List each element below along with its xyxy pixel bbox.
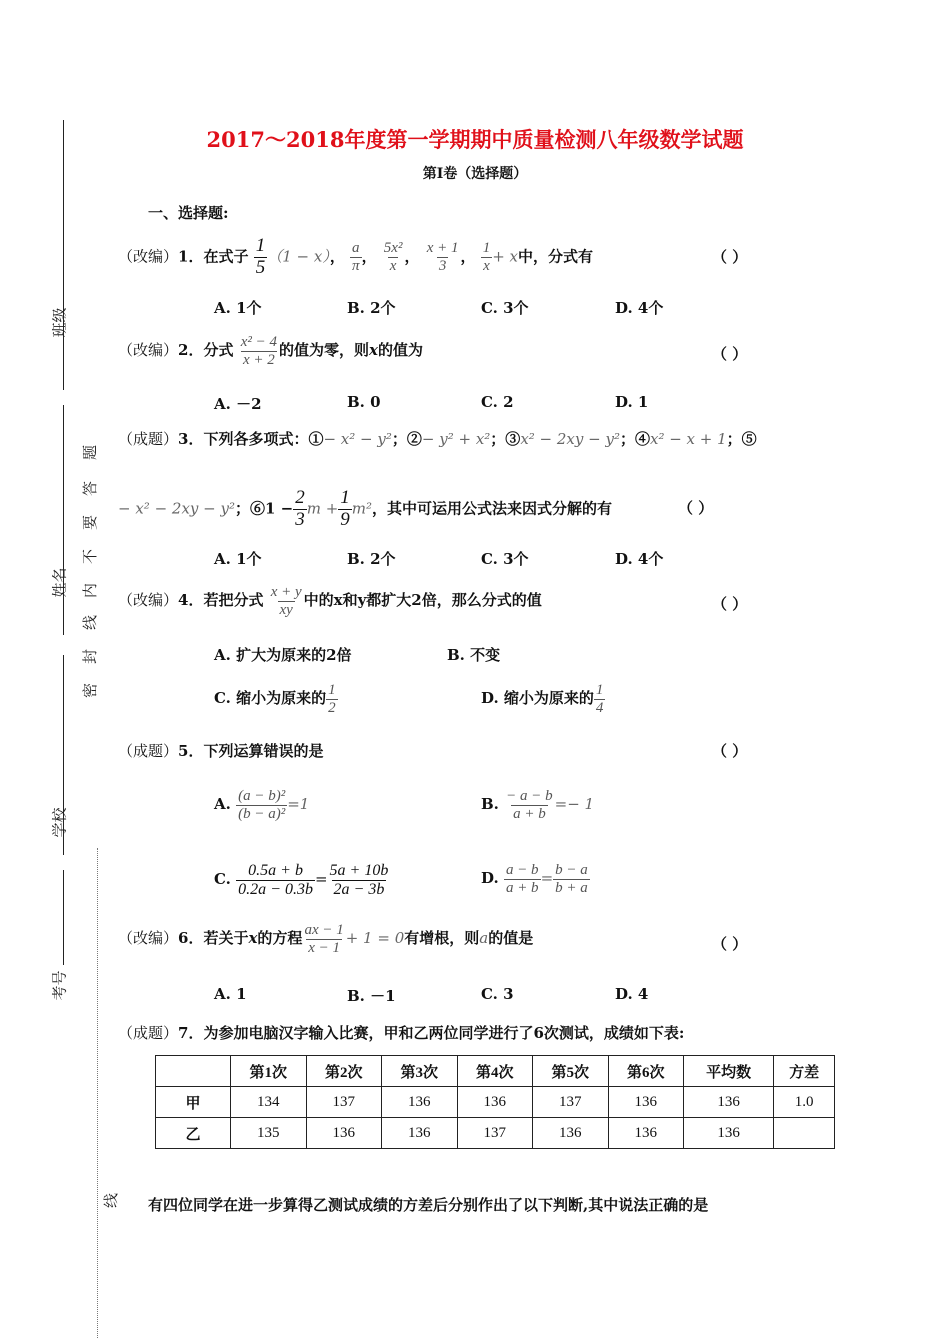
exam-no-label: 考号 [50, 970, 69, 1001]
table-header-cell: 第6次 [608, 1056, 684, 1087]
fraction: $\frac{1}{9}$ [340, 487, 350, 530]
fraction: $\frac{\text{(a − b)²}}{\text{(b − a)²}}$ [238, 788, 286, 822]
answer-bracket: （ ） [712, 935, 748, 953]
seal-char: 线 [81, 614, 100, 631]
fraction: $\frac{\text{5x²}}{x}$ [383, 240, 403, 274]
polynomial-3: x² − 2xy − y² [520, 430, 620, 448]
option-a: A. $\frac{\text{(a − b)²}}{\text{(b − a)²}}$ =1 [214, 788, 310, 822]
question-tail: 中的x和y都扩大2倍，那么分式的值 [303, 591, 542, 609]
section-heading: 一、选择题: [148, 204, 229, 222]
question-text: 下列运算错误的是 [203, 742, 324, 760]
option-d: D. 4个 [615, 299, 664, 317]
question-tag: （成题） [118, 430, 179, 448]
option-b: B. $\frac{- a - b}{a + b}$ =− 1 [481, 788, 595, 822]
table-cell: 135 [231, 1118, 307, 1149]
table-header-cell: 第1次 [231, 1056, 307, 1087]
question-3 [118, 428, 757, 449]
option-a: A. 1 [214, 985, 247, 1003]
question-number: 4． [178, 591, 204, 609]
table-header-cell: 第2次 [306, 1056, 382, 1087]
question-number: 6． [178, 929, 204, 947]
table-row-header: 乙 [156, 1118, 231, 1149]
fraction: $\frac{\text{x² − 4}}{x + 2}$ [240, 334, 277, 368]
expression: + 1 = 0 [345, 929, 405, 947]
question-tag: （改编） [118, 591, 179, 609]
table-header-cell: 第5次 [533, 1056, 609, 1087]
fraction: $\frac{1}{2}$ [328, 682, 336, 716]
question-number: 1． [178, 247, 204, 266]
polynomial-1: − x² − y² [323, 430, 392, 448]
class-label: 班级 [50, 307, 69, 338]
margin-line-mid [63, 405, 64, 635]
table-cell: 136 [382, 1118, 458, 1149]
table-header-cell: 平均数 [684, 1056, 774, 1087]
question-7-followup: 有四位同学在进一步算得乙测试成绩的方差后分别作出了以下判断,其中说法正确的是 [148, 1196, 709, 1214]
separator: ；③ [490, 430, 521, 448]
fraction: $\frac{- a - b}{a + b}$ [506, 788, 553, 822]
question-lead: 分式 [203, 341, 234, 359]
table-cell: 137 [306, 1087, 382, 1118]
question-lead: 若把分式 [203, 591, 264, 609]
option-d: D. 1 [615, 393, 649, 411]
question-tag: （改编） [118, 247, 179, 266]
option-a: A. －2 [214, 395, 262, 413]
question-4 [118, 584, 542, 618]
name-label: 姓名 [50, 567, 69, 598]
question-text: 为参加电脑汉字输入比赛，甲和乙两位同学进行了6次测试，成绩如下表: [203, 1024, 685, 1042]
table-header-cell [156, 1056, 231, 1087]
fraction: $\frac{b - a}{b + a}$ [555, 862, 588, 896]
option-b: B. 2个 [347, 550, 396, 568]
table-row [156, 1118, 835, 1149]
fraction: $\frac{x + y}{xy}$ [270, 584, 302, 618]
question-text: 有增根，则 [404, 929, 480, 947]
option-a: A. 1个 [214, 550, 262, 568]
table-row-header: 甲 [156, 1087, 231, 1118]
seal-char: 题 [81, 444, 100, 461]
separator: ；⑥1 − [234, 499, 294, 518]
question-tail: ，其中可运用公式法来因式分解的有 [372, 499, 613, 518]
seal-char: 不 [81, 548, 100, 565]
table-header-cell: 方差 [774, 1056, 835, 1087]
polynomial-4: x² − x + 1 [649, 430, 727, 448]
expression: （1 − x） [267, 247, 330, 266]
option-d: D. $\frac{a - b}{a + b}$ = $\frac{b - a}{b + a}$ [481, 862, 588, 896]
seal-char: 要 [81, 514, 100, 531]
expression: m + [306, 499, 339, 518]
fraction: $\frac{1}{x}$ [482, 240, 491, 274]
option-d: D. 缩小为原来的 $\frac{1}{4}$ [481, 682, 604, 716]
table-row [156, 1087, 835, 1118]
seal-dotted-line [97, 848, 98, 1338]
table-cell: 1.0 [774, 1087, 835, 1118]
question-tag: （改编） [118, 929, 179, 947]
question-number: 7． [178, 1024, 204, 1042]
question-tag: （成题） [118, 742, 179, 760]
answer-bracket: （ ） [678, 499, 714, 517]
question-number: 3． [178, 430, 204, 448]
fraction: $\frac{x + 1}{3}$ [426, 240, 459, 274]
option-b: B. －1 [347, 987, 396, 1005]
table-cell: 137 [457, 1118, 533, 1149]
question-5 [118, 740, 323, 761]
table-cell: 136 [684, 1087, 774, 1118]
table-header-cell: 第4次 [457, 1056, 533, 1087]
fraction: $\frac{a - b}{a + b}$ [505, 862, 539, 896]
question-text: 下列各多项式：① [203, 430, 324, 448]
fraction: $\frac{0.5a + b}{0.2a - 0.3b}$ [238, 862, 313, 898]
table-cell: 136 [608, 1118, 684, 1149]
answer-bracket: （ ） [712, 345, 748, 363]
question-lead: 在式子 [203, 247, 249, 266]
separator: ；④ [619, 430, 650, 448]
separator: ；② [391, 430, 422, 448]
variable: x [248, 929, 258, 947]
table-cell [774, 1118, 835, 1149]
line-label: 线 [102, 1192, 121, 1209]
question-number: 2． [178, 341, 204, 359]
table-cell: 136 [382, 1087, 458, 1118]
question-tag: （成题） [118, 1024, 179, 1042]
question-tag: （改编） [118, 341, 179, 359]
question-tail: 的值为 [377, 341, 423, 359]
polynomial-2: − y² + x² [421, 430, 491, 448]
question-1: （改编）1．在式子 $\frac{1}{5}$ （1 − x）， $\frac{a}{\pi}$ ， $\frac{\text{5x²}}{x}$ ， $\frac{x + 1}{3}$ ， $\frac{1}{x}$ + x中，分式有 [118, 235, 594, 278]
table-cell: 136 [533, 1118, 609, 1149]
option-b: B. 0 [347, 393, 381, 411]
fraction: $\frac{a}{\pi}$ [352, 240, 360, 274]
option-b: B. 不变 [447, 646, 501, 664]
question-2 [118, 334, 423, 368]
option-c: C. 缩小为原来的 $\frac{1}{2}$ [214, 682, 336, 716]
question-tail: 的值为零，则 [278, 341, 369, 359]
table-cell: 136 [608, 1087, 684, 1118]
seal-char: 封 [81, 648, 100, 665]
seal-char: 内 [81, 582, 100, 599]
table-header-row [156, 1056, 835, 1087]
option-c: C. $\frac{0.5a + b}{0.2a - 0.3b}$ = $\frac{5a + 10b}{2a - 3b}$ [214, 862, 389, 898]
margin-line-bottom [63, 870, 64, 965]
seal-char: 答 [81, 480, 100, 497]
margin-line-top [63, 120, 64, 390]
table-cell: 136 [457, 1087, 533, 1118]
question-text: 的方程 [257, 929, 303, 947]
question-6 [118, 922, 533, 956]
question-3-line2 [118, 488, 612, 531]
table-cell: 134 [231, 1087, 307, 1118]
polynomial-5: − x² − 2xy − y² [118, 499, 235, 518]
school-label: 学校 [50, 807, 69, 838]
fraction: $\frac{1}{4}$ [595, 682, 604, 716]
option-c: C. 3 [481, 985, 514, 1003]
fraction: $\frac{2}{3}$ [295, 487, 305, 530]
expression: + x [492, 247, 518, 266]
option-a: A. 扩大为原来的2倍 [214, 646, 352, 664]
variable: x [369, 341, 378, 359]
answer-bracket: （ ） [712, 595, 748, 613]
question-number: 5． [178, 742, 204, 760]
option-c: C. 3个 [481, 299, 529, 317]
exam-title: 2017～2018年度第一学期期中质量检测八年级数学试题 [206, 127, 744, 152]
option-c: C. 2 [481, 393, 514, 411]
table-cell: 136 [306, 1118, 382, 1149]
option-c: C. 3个 [481, 550, 529, 568]
question-lead: 若关于 [203, 929, 249, 947]
score-table [155, 1055, 835, 1149]
option-a: A. 1个 [214, 299, 262, 317]
question-tail: 的值是 [488, 929, 534, 947]
table-cell: 137 [533, 1087, 609, 1118]
option-b: B. 2个 [347, 299, 396, 317]
separator: ；⑤ [726, 430, 757, 448]
exam-subtitle: 第I卷（选择题） [422, 166, 528, 182]
option-d: D. 4 [615, 985, 649, 1003]
fraction: $\frac{ax - 1}{x - 1}$ [304, 922, 344, 956]
table-header-cell: 第3次 [382, 1056, 458, 1087]
fraction: $\frac{1}{5}$ [255, 235, 266, 278]
seal-char: 密 [81, 682, 100, 699]
option-d: D. 4个 [615, 550, 664, 568]
fraction: $\frac{5a + 10b}{2a - 3b}$ [329, 862, 389, 898]
variable: a [479, 929, 489, 947]
expression: m² [351, 499, 373, 518]
answer-bracket: （ ） [712, 248, 748, 266]
question-7 [118, 1022, 684, 1043]
question-tail: 中，分式有 [518, 247, 594, 266]
answer-bracket: （ ） [712, 742, 748, 760]
table-cell: 136 [684, 1118, 774, 1149]
